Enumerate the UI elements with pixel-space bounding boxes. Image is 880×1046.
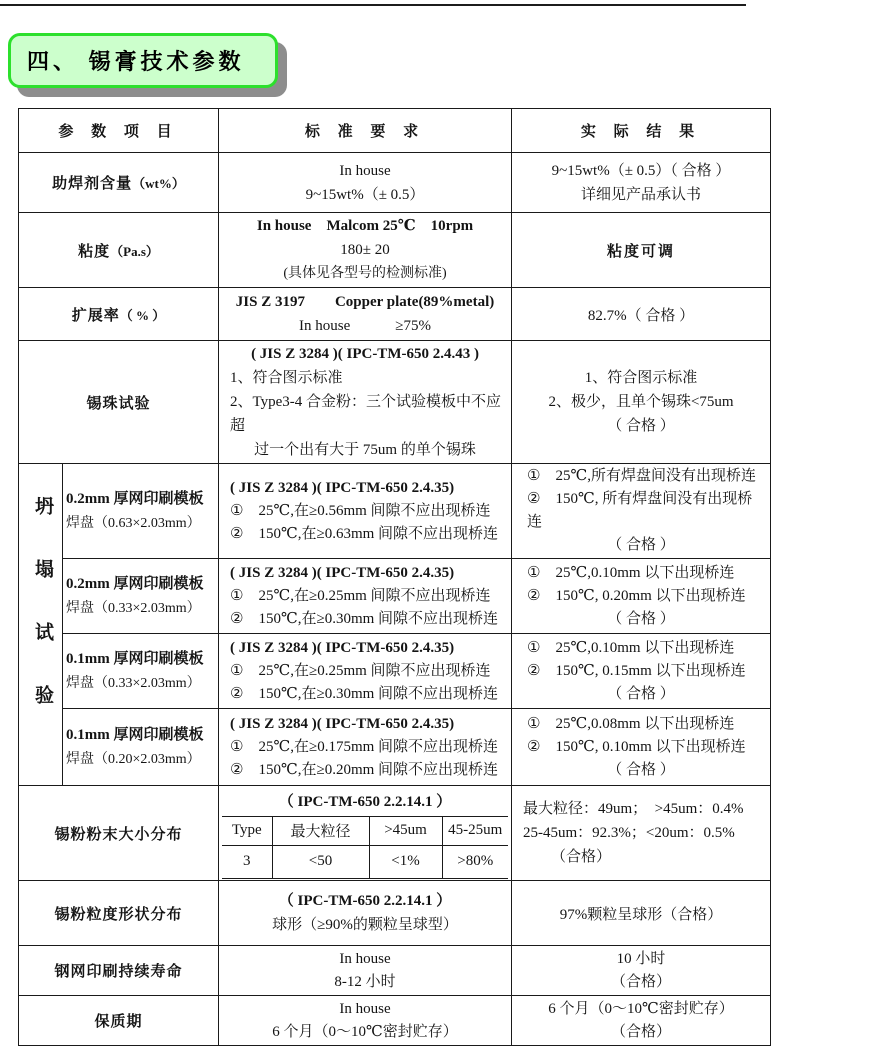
shelf-life-std-line: 6 个月（0～10℃密封贮存）: [272, 1023, 458, 1040]
stencil-life-standard-cell: [219, 946, 512, 996]
slump4-pad-line: 焊盘（0.20×2.03mm）: [66, 752, 201, 767]
grid-header: 45-25um: [442, 816, 508, 845]
slump4-std-line: ① 25℃,在≥0.175mm 间隙不应出现桥连: [230, 738, 499, 755]
slump3-res-line: （ 合格 ）: [607, 685, 675, 702]
slump2-std-line: ① 25℃,在≥0.25mm 间隙不应出现桥连: [230, 587, 491, 604]
slump-group-label-cell: [19, 464, 63, 786]
slump4-res-line: ① 25℃,0.08mm 以下出现桥连: [527, 715, 735, 732]
stencil-life-label-cell: 钢网印刷持续寿命: [19, 946, 219, 996]
row-viscosity: [19, 213, 771, 288]
row-slump-4: [19, 709, 771, 786]
slump1-std-ref: ( JIS Z 3284 )( IPC-TM-650 2.4.35): [230, 479, 455, 496]
shelf-life-std-line: In house: [339, 1000, 391, 1017]
row-solder-ball-test: [19, 341, 771, 464]
slump1-std-line: ① 25℃,在≥0.56mm 间隙不应出现桥连: [230, 502, 491, 519]
shelf-life-label-cell: 保质期: [19, 996, 219, 1046]
viscosity-std-line: (具体见各型号的检测标准): [283, 266, 447, 281]
slump2-std-ref: ( JIS Z 3284 )( IPC-TM-650 2.4.35): [230, 564, 455, 581]
powder-size-grid-header-row: [222, 816, 508, 845]
slump2-res-line: （ 合格 ）: [607, 610, 675, 627]
powder-size-std-ref: （ IPC-TM-650 2.2.14.1 ）: [278, 793, 452, 810]
spread-label: 扩展率: [71, 307, 120, 324]
slump4-standard-cell: [219, 709, 512, 786]
viscosity-result-cell: 粘度可调: [512, 213, 771, 288]
shelf-life-res-line: 6 个月（0～10℃密封贮存）: [548, 1000, 734, 1017]
viscosity-label: 粘度: [78, 243, 111, 260]
stencil-life-std-line: 8-12 小时: [334, 973, 396, 990]
row-powder-shape: [19, 881, 771, 946]
spread-result-cell: 82.7%（ 合格 ）: [512, 288, 771, 341]
viscosity-unit: （Pa.s）: [110, 243, 159, 259]
row-slump-2: [19, 559, 771, 634]
slump2-res-line: ② 150℃, 0.20mm 以下出现桥连: [527, 587, 746, 604]
powder-size-standard-cell: [219, 786, 512, 881]
flux-std-line: 9~15wt%（± 0.5）: [305, 186, 425, 203]
slump4-std-ref: ( JIS Z 3284 )( IPC-TM-650 2.4.35): [230, 715, 455, 732]
slump2-std-line: ② 150℃,在≥0.30mm 间隙不应出现桥连: [230, 610, 499, 627]
slump4-result-cell: [512, 709, 771, 786]
slump4-pad-cell: [63, 709, 219, 786]
slump3-pad-cell: [63, 634, 219, 709]
ball-std-line: 过一个出有大于 75um 的单个锡珠: [254, 442, 476, 458]
powder-shape-label-cell: 锡粉粒度形状分布: [19, 881, 219, 946]
slump1-res-line: ② 150℃, 所有焊盘间没有出现桥连: [527, 491, 753, 530]
slump2-result-cell: [512, 559, 771, 634]
slump1-res-line: ① 25℃,所有焊盘间没有出现桥连: [527, 468, 756, 484]
slump2-pad-cell: [63, 559, 219, 634]
slump1-pad-cell: [63, 464, 219, 559]
spread-std-line: JIS Z 3197 Copper plate(89%metal): [235, 294, 495, 310]
grid-value: <50: [272, 845, 369, 878]
spread-unit: （ % ）: [119, 307, 166, 323]
flux-result-cell: [512, 153, 771, 213]
slump4-std-line: ② 150℃,在≥0.20mm 间隙不应出现桥连: [230, 761, 499, 778]
slump3-result-cell: [512, 634, 771, 709]
grid-value: >80%: [442, 845, 508, 878]
powder-shape-result-cell: 97%颗粒呈球形（合格）: [512, 881, 771, 946]
slump1-pad-line: 0.2mm 厚网印刷模板: [66, 491, 204, 507]
ball-std-ref: ( JIS Z 3284 )( IPC-TM-650 2.4.43 ): [251, 346, 479, 362]
slump1-pad-line: 焊盘（0.63×2.03mm）: [66, 516, 201, 531]
slump-group-label: 坍塌试验: [32, 496, 53, 748]
section-title-badge: [8, 33, 278, 88]
powder-size-res-line: 25-45um：92.3%；<20um：0.5%: [523, 825, 735, 841]
stencil-life-res-line: 10 小时: [616, 950, 666, 967]
slump1-result-cell: [512, 464, 771, 559]
flux-unit: （wt%）: [132, 176, 185, 191]
slump4-res-line: ② 150℃, 0.10mm 以下出现桥连: [527, 738, 746, 755]
slump3-std-line: ① 25℃,在≥0.25mm 间隙不应出现桥连: [230, 662, 491, 679]
slump2-standard-cell: [219, 559, 512, 634]
slump3-pad-line: 0.1mm 厚网印刷模板: [66, 651, 204, 667]
powder-size-res-line: （合格）: [551, 849, 612, 865]
slump1-std-line: ② 150℃,在≥0.63mm 间隙不应出现桥连: [230, 525, 499, 542]
flux-res-line: 9~15wt%（± 0.5）（ 合格 ）: [551, 162, 731, 179]
spread-standard-cell: [219, 288, 512, 341]
row-slump-3: [19, 634, 771, 709]
slump4-pad-line: 0.1mm 厚网印刷模板: [66, 727, 204, 743]
stencil-life-std-line: In house: [339, 950, 391, 967]
grid-header: 最大粒径: [272, 816, 369, 845]
powder-shape-standard-cell: [219, 881, 512, 946]
ball-std-line: 1、符合图示标准: [230, 370, 343, 386]
ball-res-line: 2、极少，且单个锡珠<75um: [548, 394, 734, 410]
powder-size-grid: [222, 816, 508, 879]
grid-header: >45um: [369, 816, 442, 845]
stencil-life-res-line: （合格）: [611, 973, 672, 990]
ball-res-line: 1、符合图示标准: [584, 370, 698, 386]
flux-label-cell: [19, 153, 219, 213]
shelf-life-standard-cell: [219, 996, 512, 1046]
flux-label: 助焊剂含量: [52, 176, 133, 192]
flux-std-line: In house: [339, 162, 391, 179]
spread-label-cell: [19, 288, 219, 341]
powder-size-label-cell: 锡粉粉末大小分布: [19, 786, 219, 881]
viscosity-std-line: 180± 20: [340, 242, 390, 258]
ball-label-cell: 锡珠试验: [19, 341, 219, 464]
row-spread-rate: [19, 288, 771, 341]
ball-res-line: （ 合格 ）: [607, 418, 675, 434]
shelf-life-res-line: （合格）: [611, 1023, 672, 1040]
row-stencil-life: [19, 946, 771, 996]
slump3-std-line: ② 150℃,在≥0.30mm 间隙不应出现桥连: [230, 685, 499, 702]
row-slump-1: [19, 464, 771, 559]
powder-shape-std-line: （ IPC-TM-650 2.2.14.1 ）: [278, 893, 452, 909]
slump2-pad-line: 焊盘（0.33×2.03mm）: [66, 601, 201, 616]
row-flux-content: [19, 153, 771, 213]
header-result: 实 际 结 果: [512, 109, 771, 153]
ball-std-line: 2、Type3-4 合金粉：三个试验模板中不应超: [230, 394, 502, 434]
viscosity-label-cell: [19, 213, 219, 288]
slump2-pad-line: 0.2mm 厚网印刷模板: [66, 576, 204, 592]
viscosity-standard-cell: [219, 213, 512, 288]
ball-result-cell: [512, 341, 771, 464]
row-shelf-life: [19, 996, 771, 1046]
shelf-life-result-cell: [512, 996, 771, 1046]
page-top-rule: [0, 4, 746, 6]
slump3-pad-line: 焊盘（0.33×2.03mm）: [66, 676, 201, 691]
slump3-res-line: ② 150℃, 0.15mm 以下出现桥连: [527, 662, 746, 679]
grid-header: Type: [222, 816, 272, 845]
stencil-life-result-cell: [512, 946, 771, 996]
powder-size-result-cell: [512, 786, 771, 881]
slump1-standard-cell: [219, 464, 512, 559]
powder-size-grid-value-row: [222, 845, 508, 878]
ball-standard-cell: [219, 341, 512, 464]
grid-value: <1%: [369, 845, 442, 878]
table-header-row: [19, 109, 771, 153]
section-title: 四、 锡膏技术参数: [27, 49, 245, 74]
slump3-res-line: ① 25℃,0.10mm 以下出现桥连: [527, 639, 735, 656]
row-powder-size: [19, 786, 771, 881]
slump2-res-line: ① 25℃,0.10mm 以下出现桥连: [527, 564, 735, 581]
powder-shape-std-line: 球形（≥90%的颗粒呈球型）: [272, 917, 458, 933]
header-param: 参 数 项 目: [19, 109, 219, 153]
powder-size-res-line: 最大粒径：49um； >45um：0.4%: [523, 801, 744, 817]
slump3-standard-cell: [219, 634, 512, 709]
slump3-std-ref: ( JIS Z 3284 )( IPC-TM-650 2.4.35): [230, 639, 455, 656]
slump1-res-line: （ 合格 ）: [607, 537, 675, 553]
header-standard: 标 准 要 求: [219, 109, 512, 153]
parameters-table: [18, 108, 771, 1046]
grid-value: 3: [222, 845, 272, 878]
slump4-res-line: （ 合格 ）: [607, 761, 675, 778]
flux-standard-cell: [219, 153, 512, 213]
flux-res-line: 详细见产品承认书: [581, 186, 702, 203]
spread-std-line: In house ≥75%: [299, 318, 431, 334]
viscosity-std-line: In house Malcom 25℃ 10rpm: [256, 218, 474, 234]
